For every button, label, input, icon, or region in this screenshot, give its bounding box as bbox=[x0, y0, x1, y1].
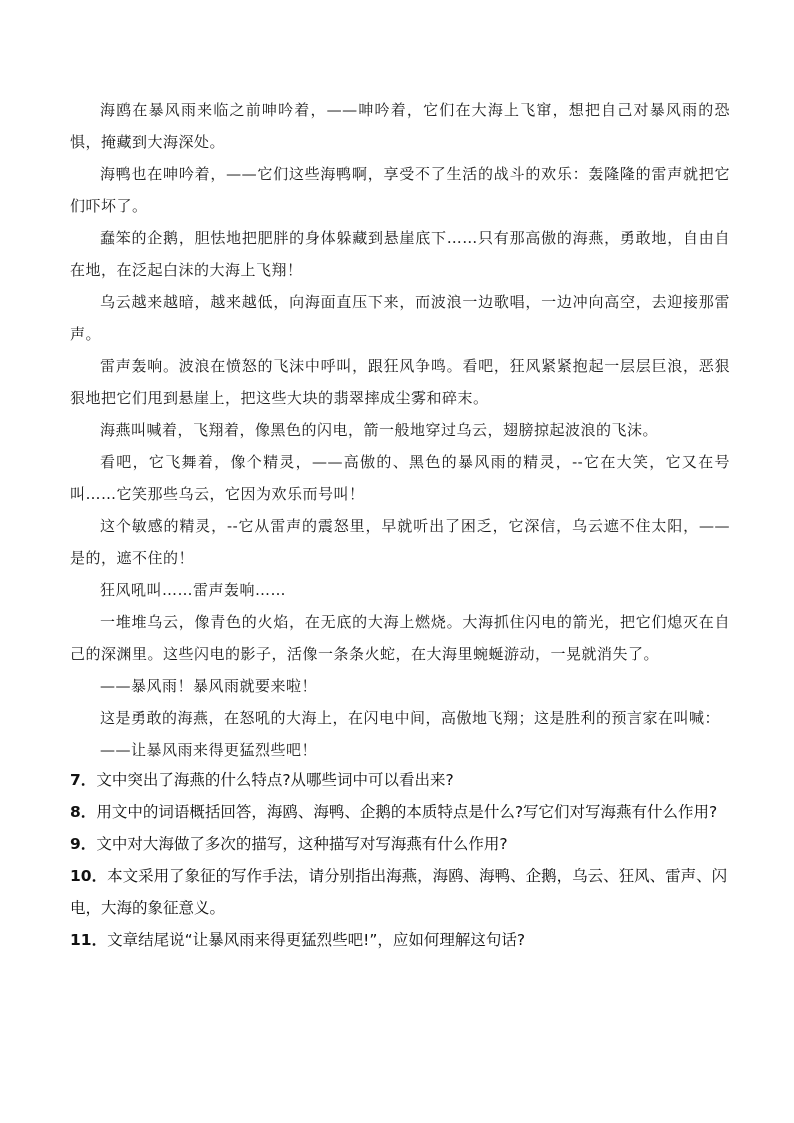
passage-paragraph: 海鸭也在呻吟着，——它们这些海鸭啊，享受不了生活的战斗的欢乐：轰隆隆的雷声就把它们吓坏了。 bbox=[70, 165, 730, 215]
question-number: 7 bbox=[70, 771, 81, 789]
question-number: 9 bbox=[70, 835, 81, 853]
passage-paragraph: 狂风吼叫……雷声轰响…… bbox=[100, 581, 287, 599]
question-text: 本文采用了象征的写作手法，请分别指出海燕，海鸥、海鸭、企鹅，乌云、狂风、雷声、闪电，大海的象征意义。 bbox=[70, 867, 728, 917]
question-item: 11．文章结尾说“让暴风雨来得更猛烈些吧!”，应如何理解这句话? bbox=[70, 931, 526, 949]
question-item: 8．用文中的词语概括回答，海鸥、海鸭、企鹅的本质特点是什么?写它们对写海燕有什么作用? bbox=[70, 803, 718, 821]
passage-paragraph: ——让暴风雨来得更猛烈些吧！ bbox=[100, 741, 318, 759]
passage-paragraph: 海鸥在暴风雨来临之前呻吟着，——呻吟着，它们在大海上飞窜，想把自己对暴风雨的恐惧，掩藏到大海深处。 bbox=[70, 101, 730, 151]
passage-paragraph: 雷声轰响。波浪在愤怒的飞沫中呼叫，跟狂风争鸣。看吧，狂风紧紧抱起一层层巨浪，恶狠狠地把它们甩到悬崖上，把这些大块的翡翠摔成尘雾和碎末。 bbox=[70, 357, 730, 407]
passage-paragraph: 乌云越来越暗，越来越低，向海面直压下来，而波浪一边歌唱，一边冲向高空，去迎接那雷声。 bbox=[70, 293, 730, 343]
passage-paragraph: 这是勇敢的海燕，在怒吼的大海上，在闪电中间，高傲地飞翔；这是胜利的预言家在叫喊： bbox=[100, 709, 721, 727]
question-item: 10．本文采用了象征的写作手法，请分别指出海燕，海鸥、海鸭、企鹅，乌云、狂风、雷声、闪电，大海的象征意义。 bbox=[70, 867, 728, 917]
question-list bbox=[70, 764, 738, 956]
passage-paragraph: 海燕叫喊着，飞翔着，像黑色的闪电，箭一般地穿过乌云，翅膀掠起波浪的飞沫。 bbox=[100, 421, 659, 439]
question-text: 文中对大海做了多次的描写，这种描写对写海燕有什么作用? bbox=[96, 835, 508, 853]
passage-paragraph: 一堆堆乌云，像青色的火焰，在无底的大海上燃烧。大海抓住闪电的箭光，把它们熄灭在自己的深渊里。这些闪电的影子，活像一条条火蛇，在大海里蜿蜒游动，一晃就消失了。 bbox=[70, 613, 730, 663]
passage-paragraph: 这个敏感的精灵，--它从雷声的震怒里，早就听出了困乏，它深信，乌云遮不住太阳，——是的，遮不住的！ bbox=[70, 517, 730, 567]
question-item: 7．文中突出了海燕的什么特点?从哪些词中可以看出来? bbox=[70, 771, 454, 789]
question-text: 文中突出了海燕的什么特点?从哪些词中可以看出来? bbox=[96, 771, 454, 789]
question-number: 8 bbox=[70, 803, 81, 821]
question-number: 11 bbox=[70, 931, 92, 949]
passage-paragraph: 蠢笨的企鹅，胆怯地把肥胖的身体躲藏到悬崖底下……只有那高傲的海燕，勇敢地，自由自在地，在泛起白沫的大海上飞翔！ bbox=[70, 229, 730, 279]
question-text: 用文中的词语概括回答，海鸥、海鸭、企鹅的本质特点是什么?写它们对写海燕有什么作用? bbox=[96, 803, 718, 821]
question-item: 9．文中对大海做了多次的描写，这种描写对写海燕有什么作用? bbox=[70, 835, 508, 853]
question-number: 10 bbox=[70, 867, 92, 885]
passage-paragraph: ——暴风雨！暴风雨就要来啦！ bbox=[100, 677, 318, 695]
question-text: 文章结尾说“让暴风雨来得更猛烈些吧!”，应如何理解这句话? bbox=[107, 931, 526, 949]
reading-passage bbox=[70, 94, 730, 766]
passage-paragraph: 看吧，它飞舞着，像个精灵，——高傲的、黑色的暴风雨的精灵，--它在大笑，它又在号叫……它笑那些乌云，它因为欢乐而号叫！ bbox=[70, 453, 730, 503]
